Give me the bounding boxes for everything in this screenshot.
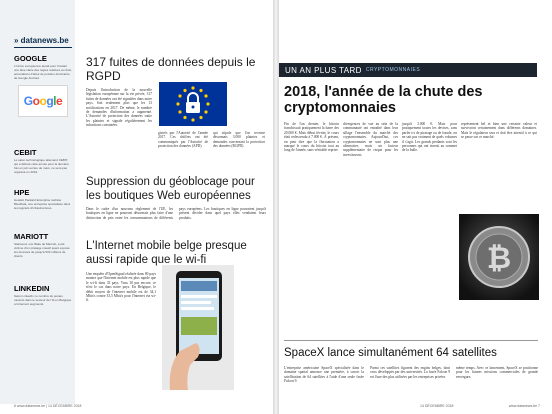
page-footer: 6 www.datanews.be | 14 DÉCEMBRE 2018	[14, 404, 82, 408]
band-subtitle: CRYPTOMONNAIES	[365, 67, 421, 73]
article-body: Depuis l'introduction de la nouvelle législation européenne sur la vie privée, 317 fuites de données ont été signalées dans notre pays. Soit seulement plus que les 13 notifications en 2017. De même, le nombre de demandes d'information a augmenté. L'Autorité de protection des données traite les plaintes et signale régulièrement les infractions constatées.	[86, 88, 152, 128]
sidebar-item-hpe[interactable]	[14, 188, 72, 210]
logo-letter: e	[56, 94, 63, 108]
section-band	[279, 63, 537, 77]
sidebar-item-mariott[interactable]	[14, 232, 72, 258]
sidebar-item-google[interactable]	[14, 54, 72, 80]
article-body: Parmi ces satellites figurent des engins belges, dont ceux développés par des universités. La fusée Falcon 9 est l'une des plus utilisées par les entreprises privées.	[370, 366, 450, 379]
article-title[interactable]: Suppression du géoblocage pour les boutiques Web européennes	[86, 176, 255, 202]
brand-text: datanews.be	[20, 36, 69, 45]
article-title[interactable]: SpaceX lance simultanément 64 satellites	[284, 347, 497, 359]
section-text: L'Union européenne aurait pour l'instant une idée claire des règles relatives au droit, accusations d'abus de position dominante de Google Android.	[14, 64, 72, 80]
article-body: gistrés par l'Autorité de l'année 2017. Ces chiffres ont été communiqués par l'Autorité de protection des données (APD).	[158, 131, 208, 149]
bitcoin-coin-icon	[459, 214, 539, 300]
section-text: Selon LinkedIn, le nombre de postes vacants dans le secteur de l'IA en Belgique a fortement augmenté.	[14, 294, 72, 306]
page-footer: 14 DÉCEMBRE 2018	[420, 404, 454, 408]
section-title: GOOGLE	[14, 54, 47, 63]
brand-label[interactable]	[14, 36, 69, 45]
arrow-icon: »	[14, 36, 21, 45]
smartphone-icon	[162, 265, 234, 390]
logo-letter: o	[39, 94, 47, 108]
article-body: L'entreprise américaine SpaceX spécialisée dans le domaine spatial annonce une première, à savoir la satellisation de 64 satellites à l'aide d'une seule fusée Falcon 9.	[284, 366, 364, 384]
left-page	[0, 0, 273, 414]
article-body: même temps. Avec ce lancement, SpaceX se positionne pour les futures missions commerciales de grande envergure.	[456, 366, 538, 379]
band-title: UN AN PLUS TARD	[285, 65, 362, 75]
google-logo-image	[18, 85, 68, 117]
article-title[interactable]: 317 fuites de données depuis le RGPD	[86, 55, 256, 83]
article-body: jusqu'à 3.000 €. Mais pour pratiquement toutes les devises, sans parler ici de piratage ou de fraude, on ne sait pas vraiment de quels volumes il s'agit. Les grands perdants sont les personnes qui ont investi au sommet de la bulle.	[402, 122, 457, 153]
eu-lock-icon	[159, 82, 227, 126]
logo-letter: l	[53, 94, 57, 108]
article-body: divergences de vue au sein de la communauté ont entraîné dans leur sillage l'ensemble du marché des cryptomonnaies. Aujourd'hui, ces cryptomonnaies ne sont plus une alternative, mais un facteur supplémentaire de risque pour les investisseurs.	[343, 122, 398, 157]
bitcoin-image	[459, 214, 539, 300]
section-title: LINKEDIN	[14, 284, 50, 293]
article-body: Dans le cadre d'un nouveau règlement de l'UE, les boutiques en ligne ne pourront désormais plus faire d'une distinction de prix entre les consommateurs de différents pays européens. Les boutiques en ligne pouvaient jusqu'à présent décider dans quel pays elles vendaient leurs produits.	[86, 207, 266, 220]
article-body: qui stipule que l'on recense désormais 3.000 plaintes et demandes concernant la protection des données (RGPD).	[213, 131, 265, 149]
section-title: MARIOTT	[14, 232, 49, 241]
smartphone-image	[162, 265, 234, 390]
section-text: Hewlett Packard Enterprise rachète BlueData, une entreprise spécialisée dans les logiciels d'infrastructures.	[14, 198, 71, 210]
divider	[284, 340, 538, 341]
section-text: Starwood, une filiale de Marriott, a été victime d'un piratage massif ayant exposé les données de jusqu'à 500 millions de clients.	[14, 242, 70, 258]
article-body: Fin de l'an dernier, le bitcoin franchissait pratiquement la barre des 20.000 €. Mais début février, le cours était redescendu à 7.000 €. À présent, on peut dire que la fluctuation a marqué le cours du bitcoin tout au long de l'année, sans véritable reprise.	[284, 122, 339, 153]
eu-security-image	[159, 82, 227, 126]
article-title[interactable]: 2018, l'année de la chute des cryptomonnaies	[284, 84, 483, 116]
article-body: Une enquête d'OpenSignal réalisée dans 80 pays montre que l'Internet mobile est plus rapide que le wi-fi dans 33 pays. Vous 10 pas encore, ce n'est le cas dans notre pays. En Belgique, le débit moyen de l'internet mobile est de 34,1 Mbit/s contre 33,5 Mbit/s pour l'Internet via wi-fi.	[86, 272, 156, 303]
article-body: représentent bel et bien une certaine valeur et survivront certainement dans différents domaines. Mais le régulateur sera et doit être attentif à ce qui se passe sur ce marché.	[461, 122, 537, 140]
page-footer: www.datanews.be 7	[508, 404, 540, 408]
logo-letter: g	[46, 94, 54, 108]
logo-letter: G	[23, 94, 33, 108]
divider	[14, 47, 72, 48]
section-text: Le salon technologique allemand CEBIT, qui a débuté cette année pour la dernière fois en juin au lieu de mars, ne sera pas organisé en 2019.	[14, 158, 69, 174]
svg-text:₿: ₿	[486, 241, 512, 276]
sidebar-item-cebit[interactable]	[14, 148, 72, 174]
section-title: HPE	[14, 188, 30, 197]
section-title: CEBIT	[14, 148, 37, 157]
sidebar-item-linkedin[interactable]	[14, 284, 72, 306]
logo-letter: o	[32, 94, 40, 108]
article-title[interactable]: L'Internet mobile belge presque aussi rapide que le wi-fi	[86, 240, 247, 266]
